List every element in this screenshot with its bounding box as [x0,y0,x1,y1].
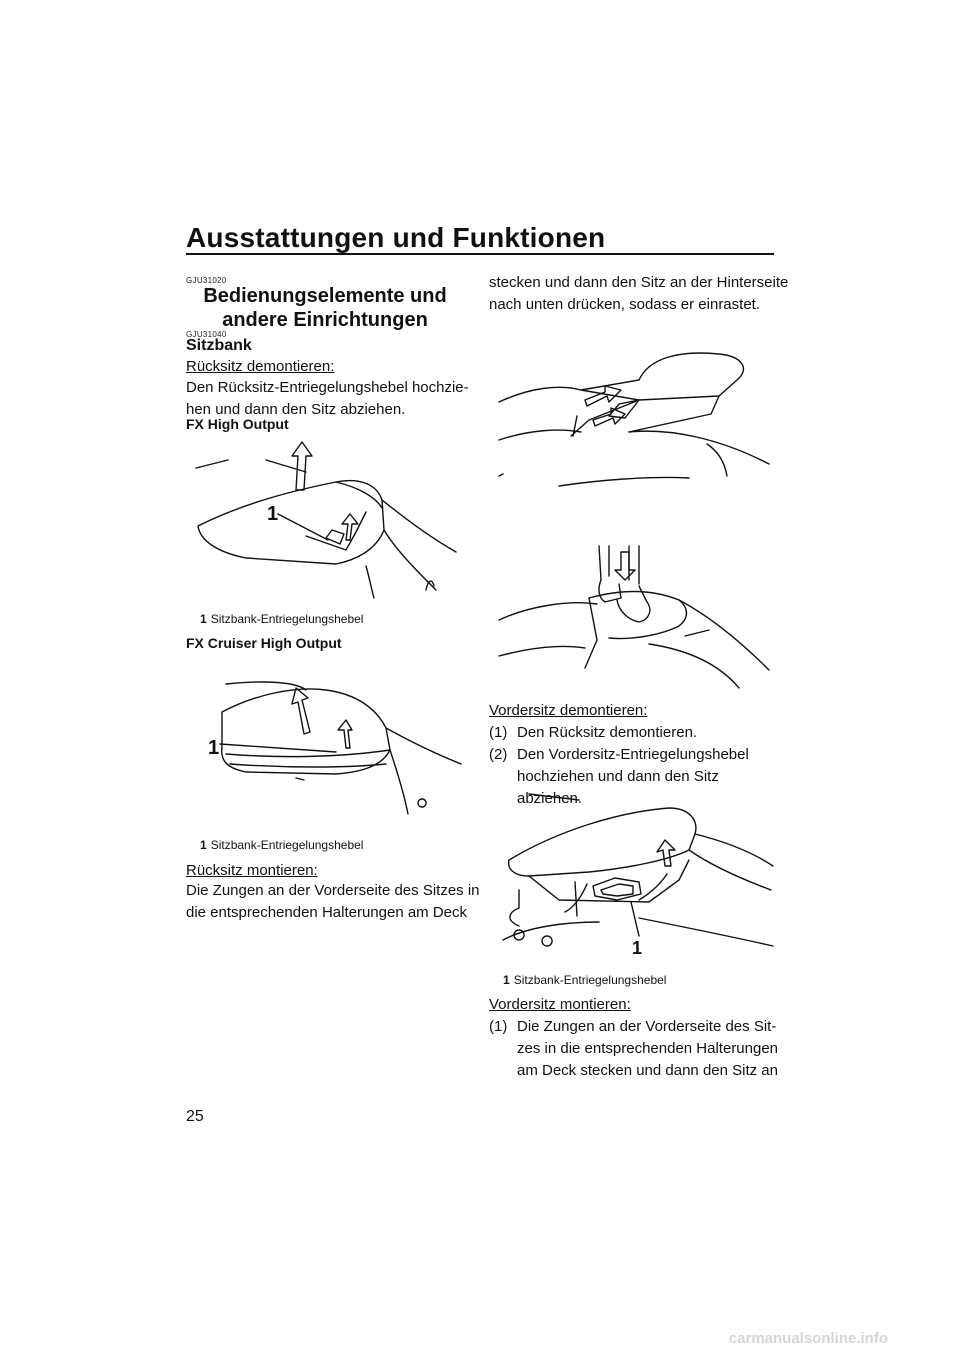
rear-install-heading: Rücksitz montieren: [186,862,318,879]
section-code: GJU31020 [186,276,227,285]
figure-rear-seat-press-down [489,540,774,690]
step-text-line1: Den Vordersitz-Entriegelungshebel [517,746,749,763]
subsection-code: GJU31040 [186,330,227,339]
figure-front-seat-removal [489,790,774,960]
page-header-title: Ausstattungen und Funktionen [186,222,606,253]
figure5-caption-number: 1 [503,973,510,987]
figure2-caption [200,838,363,852]
subsection-title: Sitzbank [186,337,252,354]
rear-install-line1: Die Zungen an der Vorderseite des Sitzes in [186,882,480,899]
figure-rear-seat-fx-cruiser-high-output [186,664,466,824]
rear-remove-line2: hen und dann den Sitz abziehen. [186,401,406,418]
figure5-caption-text: Sitzbank-Entriegelungshebel [513,973,667,987]
watermark: carmanualsonline.info [728,1330,888,1347]
rear-remove-text [186,377,469,421]
rear-install-text [186,880,480,924]
rear-install-cont-line1: stecken und dann den Sitz an der Hinterseite [489,274,789,291]
figure5-caption [503,973,666,987]
front-install-heading: Vordersitz montieren: [489,996,631,1013]
step-text-line2: zes in die entsprechenden Halterungen [517,1040,779,1057]
model-label-fx-cruiser-high-output: FX Cruiser High Output [186,635,342,651]
figure5-callout-1: 1 [632,938,643,958]
step-text-line1: Die Zungen an der Vorderseite des Sit- [517,1018,777,1035]
step-number: (1) [489,724,508,741]
model-label-fx-high-output: FX High Output [186,416,289,432]
figure1-callout-1: 1 [267,503,279,525]
figure1-caption-number: 1 [200,612,207,626]
figure-rear-seat-install-tongues [489,340,774,490]
rear-install-line2: die entsprechenden Halterungen am Deck [186,904,468,921]
front-remove-step-2 [489,744,779,807]
figure2-caption-number: 1 [200,838,207,852]
figure2-callout-1: 1 [208,737,220,759]
section-title [186,284,464,332]
section-title-line2: andere Einrichtungen [222,309,428,331]
figure2-caption-text: Sitzbank-Entriegelungshebel [210,838,364,852]
rear-install-continued [489,272,788,316]
step-number: (1) [489,1018,508,1035]
step-text-line3: am Deck stecken und dann den Sitz an [517,1062,778,1079]
figure1-caption [200,612,363,626]
header-rule [186,253,774,255]
rear-remove-line1: Den Rücksitz-Entriegelungshebel hochzie- [186,379,469,396]
rear-remove-heading: Rücksitz demontieren: [186,358,335,375]
step-number: (2) [489,746,508,763]
step-text: Den Rücksitz demontieren. [517,724,698,741]
front-remove-step-1 [489,722,779,744]
section-title-line1: Bedienungselemente und [203,285,447,307]
step-text-line2: hochziehen und dann den Sitz abziehen. [517,768,719,807]
rear-install-cont-line2: nach unten drücken, sodass er einrastet. [489,296,760,313]
page-number: 25 [186,1108,204,1125]
figure1-caption-text: Sitzbank-Entriegelungshebel [210,612,364,626]
front-remove-heading: Vordersitz demontieren: [489,702,648,719]
figure-rear-seat-fx-high-output [186,440,466,600]
front-install-step-1 [489,1016,779,1082]
